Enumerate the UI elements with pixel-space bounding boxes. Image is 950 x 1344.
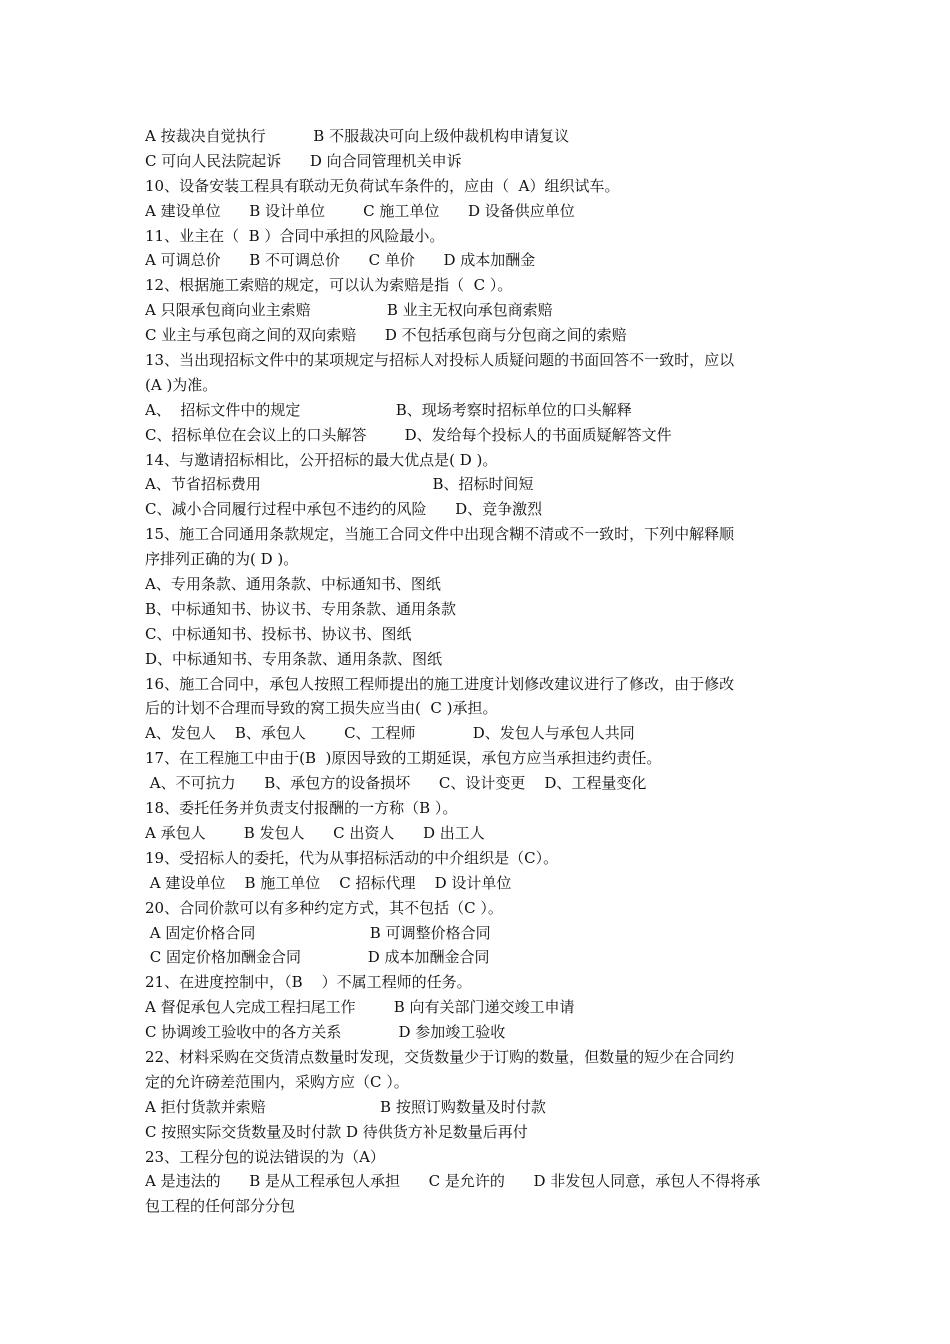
text-line: A 承包人 B 发包人 C 出资人 D 出工人 <box>145 823 485 842</box>
text-line: A 建设单位 B 施工单位 C 招标代理 D 设计单位 <box>145 873 512 892</box>
text-line: A 拒付货款并索赔 B 按照订购数量及时付款 <box>145 1097 546 1116</box>
text-line: A、发包人 B、承包人 C、工程师 D、发包人与承包人共同 <box>145 724 635 743</box>
text-line: A、节省招标费用 B、招标时间短 <box>145 475 534 494</box>
text-line: A 按裁决自觉执行 B 不服裁决可向上级仲裁机构申请复议 <box>145 127 570 145</box>
text-line: 23、工程分包的说法错误的为（A） <box>145 1147 385 1166</box>
text-line: C 可向人民法院起诉 D 向合同管理机关申诉 <box>145 151 462 170</box>
text-line: 21、在进度控制中，（B ）不属工程师的任务。 <box>145 973 472 992</box>
text-line: A 是违法的 B 是从工程承包人承担 C 是允许的 D 非发包人同意，承包人不得将承 <box>145 1172 761 1191</box>
text-line: C、中标通知书、投标书、协议书、图纸 <box>145 624 412 643</box>
text-line: (A )为准。 <box>145 375 218 394</box>
text-line: 15、施工合同通用条款规定，当施工合同文件中出现含糊不清或不一致时，下列中解释顺 <box>145 525 735 544</box>
text-line: 包工程的任何部分分包 <box>145 1197 296 1216</box>
text-line: 定的允许磅差范围内，采购方应（C ）。 <box>145 1072 409 1091</box>
text-line: B、中标通知书、协议书、专用条款、通用条款 <box>145 599 457 618</box>
text-line: 14、与邀请招标相比，公开招标的最大优点是( D )。 <box>145 450 498 469</box>
text-line: 20、合同价款可以有多种约定方式，其不包括（C ）。 <box>145 898 503 917</box>
text-line: A、专用条款、通用条款、中标通知书、图纸 <box>145 575 441 594</box>
text-line: C、减小合同履行过程中承包不违约的风险 D、竞争激烈 <box>145 500 543 519</box>
text-line: A 建设单位 B 设计单位 C 施工单位 D 设备供应单位 <box>145 201 575 220</box>
text-line: C、招标单位在会议上的口头解答 D、发给每个投标人的书面质疑解答文件 <box>145 425 672 444</box>
text-line: 11、业主在（ B ）合同中承担的风险最小。 <box>145 226 445 245</box>
text-line: A、 招标文件中的规定 B、现场考察时招标单位的口头解释 <box>145 400 632 419</box>
text-line: A 固定价格合同 B 可调整价格合同 <box>145 923 491 942</box>
text-line: A 可调总价 B 不可调总价 C 单价 D 成本加酬金 <box>145 251 536 270</box>
text-line: 10、设备安装工程具有联动无负荷试车条件的，应由（ A）组织试车。 <box>145 176 620 195</box>
text-line: C 按照实际交货数量及时付款 D 待供货方补足数量后再付 <box>145 1122 528 1141</box>
text-line: 19、受招标人的委托，代为从事招标活动的中介组织是（C）。 <box>145 848 559 867</box>
text-line: 后的计划不合理而导致的窝工损失应当由( C )承担。 <box>145 699 498 718</box>
text-line: D、中标通知书、专用条款、通用条款、图纸 <box>145 649 443 668</box>
text-line: C 固定价格加酬金合同 D 成本加酬金合同 <box>145 948 490 967</box>
text-line: C 业主与承包商之间的双向索赔 D 不包括承包商与分包商之间的索赔 <box>145 326 627 345</box>
text-line: 序排列正确的为( D )。 <box>145 550 299 569</box>
text-line: 18、委托任务并负责支付报酬的一方称（B ）。 <box>145 799 458 818</box>
text-line: 13、当出现招标文件中的某项规定与招标人对投标人质疑问题的书面回答不一致时，应以 <box>145 351 735 370</box>
text-line: 12、根据施工索赔的规定，可以认为索赔是指（ C ）。 <box>145 276 513 295</box>
text-line: C 协调竣工验收中的各方关系 D 参加竣工验收 <box>145 1023 506 1042</box>
text-line: 16、施工合同中，承包人按照工程师提出的施工进度计划修改建议进行了修改，由于修改 <box>145 674 735 693</box>
text-line: A、不可抗力 B、承包方的设备损坏 C、设计变更 D、工程量变化 <box>145 774 647 793</box>
text-line: 17、在工程施工中由于(B )原因导致的工期延误，承包方应当承担违约责任。 <box>145 749 662 768</box>
text-line: 22、材料采购在交货清点数量时发现，交货数量少于订购的数量，但数量的短少在合同约 <box>145 1047 735 1066</box>
document-page <box>145 124 810 1219</box>
text-line: A 督促承包人完成工程扫尾工作 B 向有关部门递交竣工申请 <box>145 998 575 1017</box>
text-line: A 只限承包商向业主索赔 B 业主无权向承包商索赔 <box>145 301 553 320</box>
